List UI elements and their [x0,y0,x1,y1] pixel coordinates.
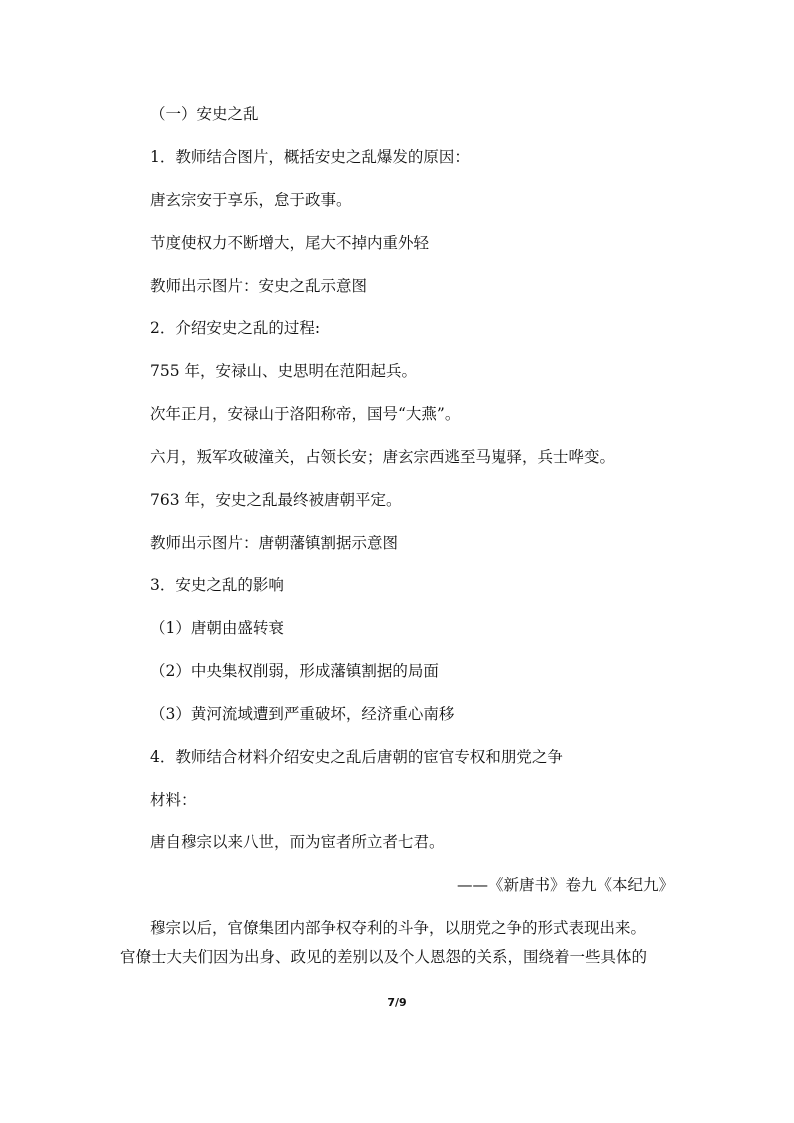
citation: ——《新唐书》卷九《本纪九》 [456,876,674,894]
text-line: 2．介绍安史之乱的过程: [150,319,321,337]
text-line: （2）中央集权削弱，形成藩镇割据的局面 [150,662,439,680]
text-line: 1．教师结合图片，概括安史之乱爆发的原因： [150,148,470,166]
text-line: 唐玄宗安于享乐，怠于政事。 [150,191,352,209]
text-line: 节度使权力不断增大，尾大不掉内重外轻 [150,234,430,252]
text-line: 六月，叛军攻破潼关，占领长安；唐玄宗西逃至马嵬驿，兵士哗变。 [150,448,616,466]
section-heading: （一）安史之乱 [150,105,259,123]
text-line: （1）唐朝由盛转衰 [150,619,284,637]
text-line: （3）黄河流域遭到严重破坏，经济重心南移 [150,705,455,723]
text-line: 教师出示图片：安史之乱示意图 [150,277,368,295]
page-number: 7/9 [387,996,407,1009]
paragraph-line: 官僚士大夫们因为出身、政见的差别以及个人恩怨的关系，围绕着一些具体的 [120,948,648,966]
text-line: 次年正月，安禄山于洛阳称帝，国号“大燕”。 [150,405,461,423]
text-line: 763 年，安史之乱最终被唐朝平定。 [150,491,402,509]
text-line: 材料： [150,791,197,809]
quote-line: 唐自穆宗以来八世，而为宦者所立者七君。 [150,833,445,851]
text-line: 755 年，安禄山、史思明在范阳起兵。 [150,362,418,380]
text-line: 教师出示图片：唐朝藩镇割据示意图 [150,534,399,552]
text-line: 4．教师结合材料介绍安史之乱后唐朝的宦官专权和朋党之争 [150,748,563,766]
text-line: 3．安史之乱的影响 [150,576,284,594]
paragraph-line: 穆宗以后，官僚集团内部争权夺利的斗争，以朋党之争的形式表现出来。 [150,919,647,937]
